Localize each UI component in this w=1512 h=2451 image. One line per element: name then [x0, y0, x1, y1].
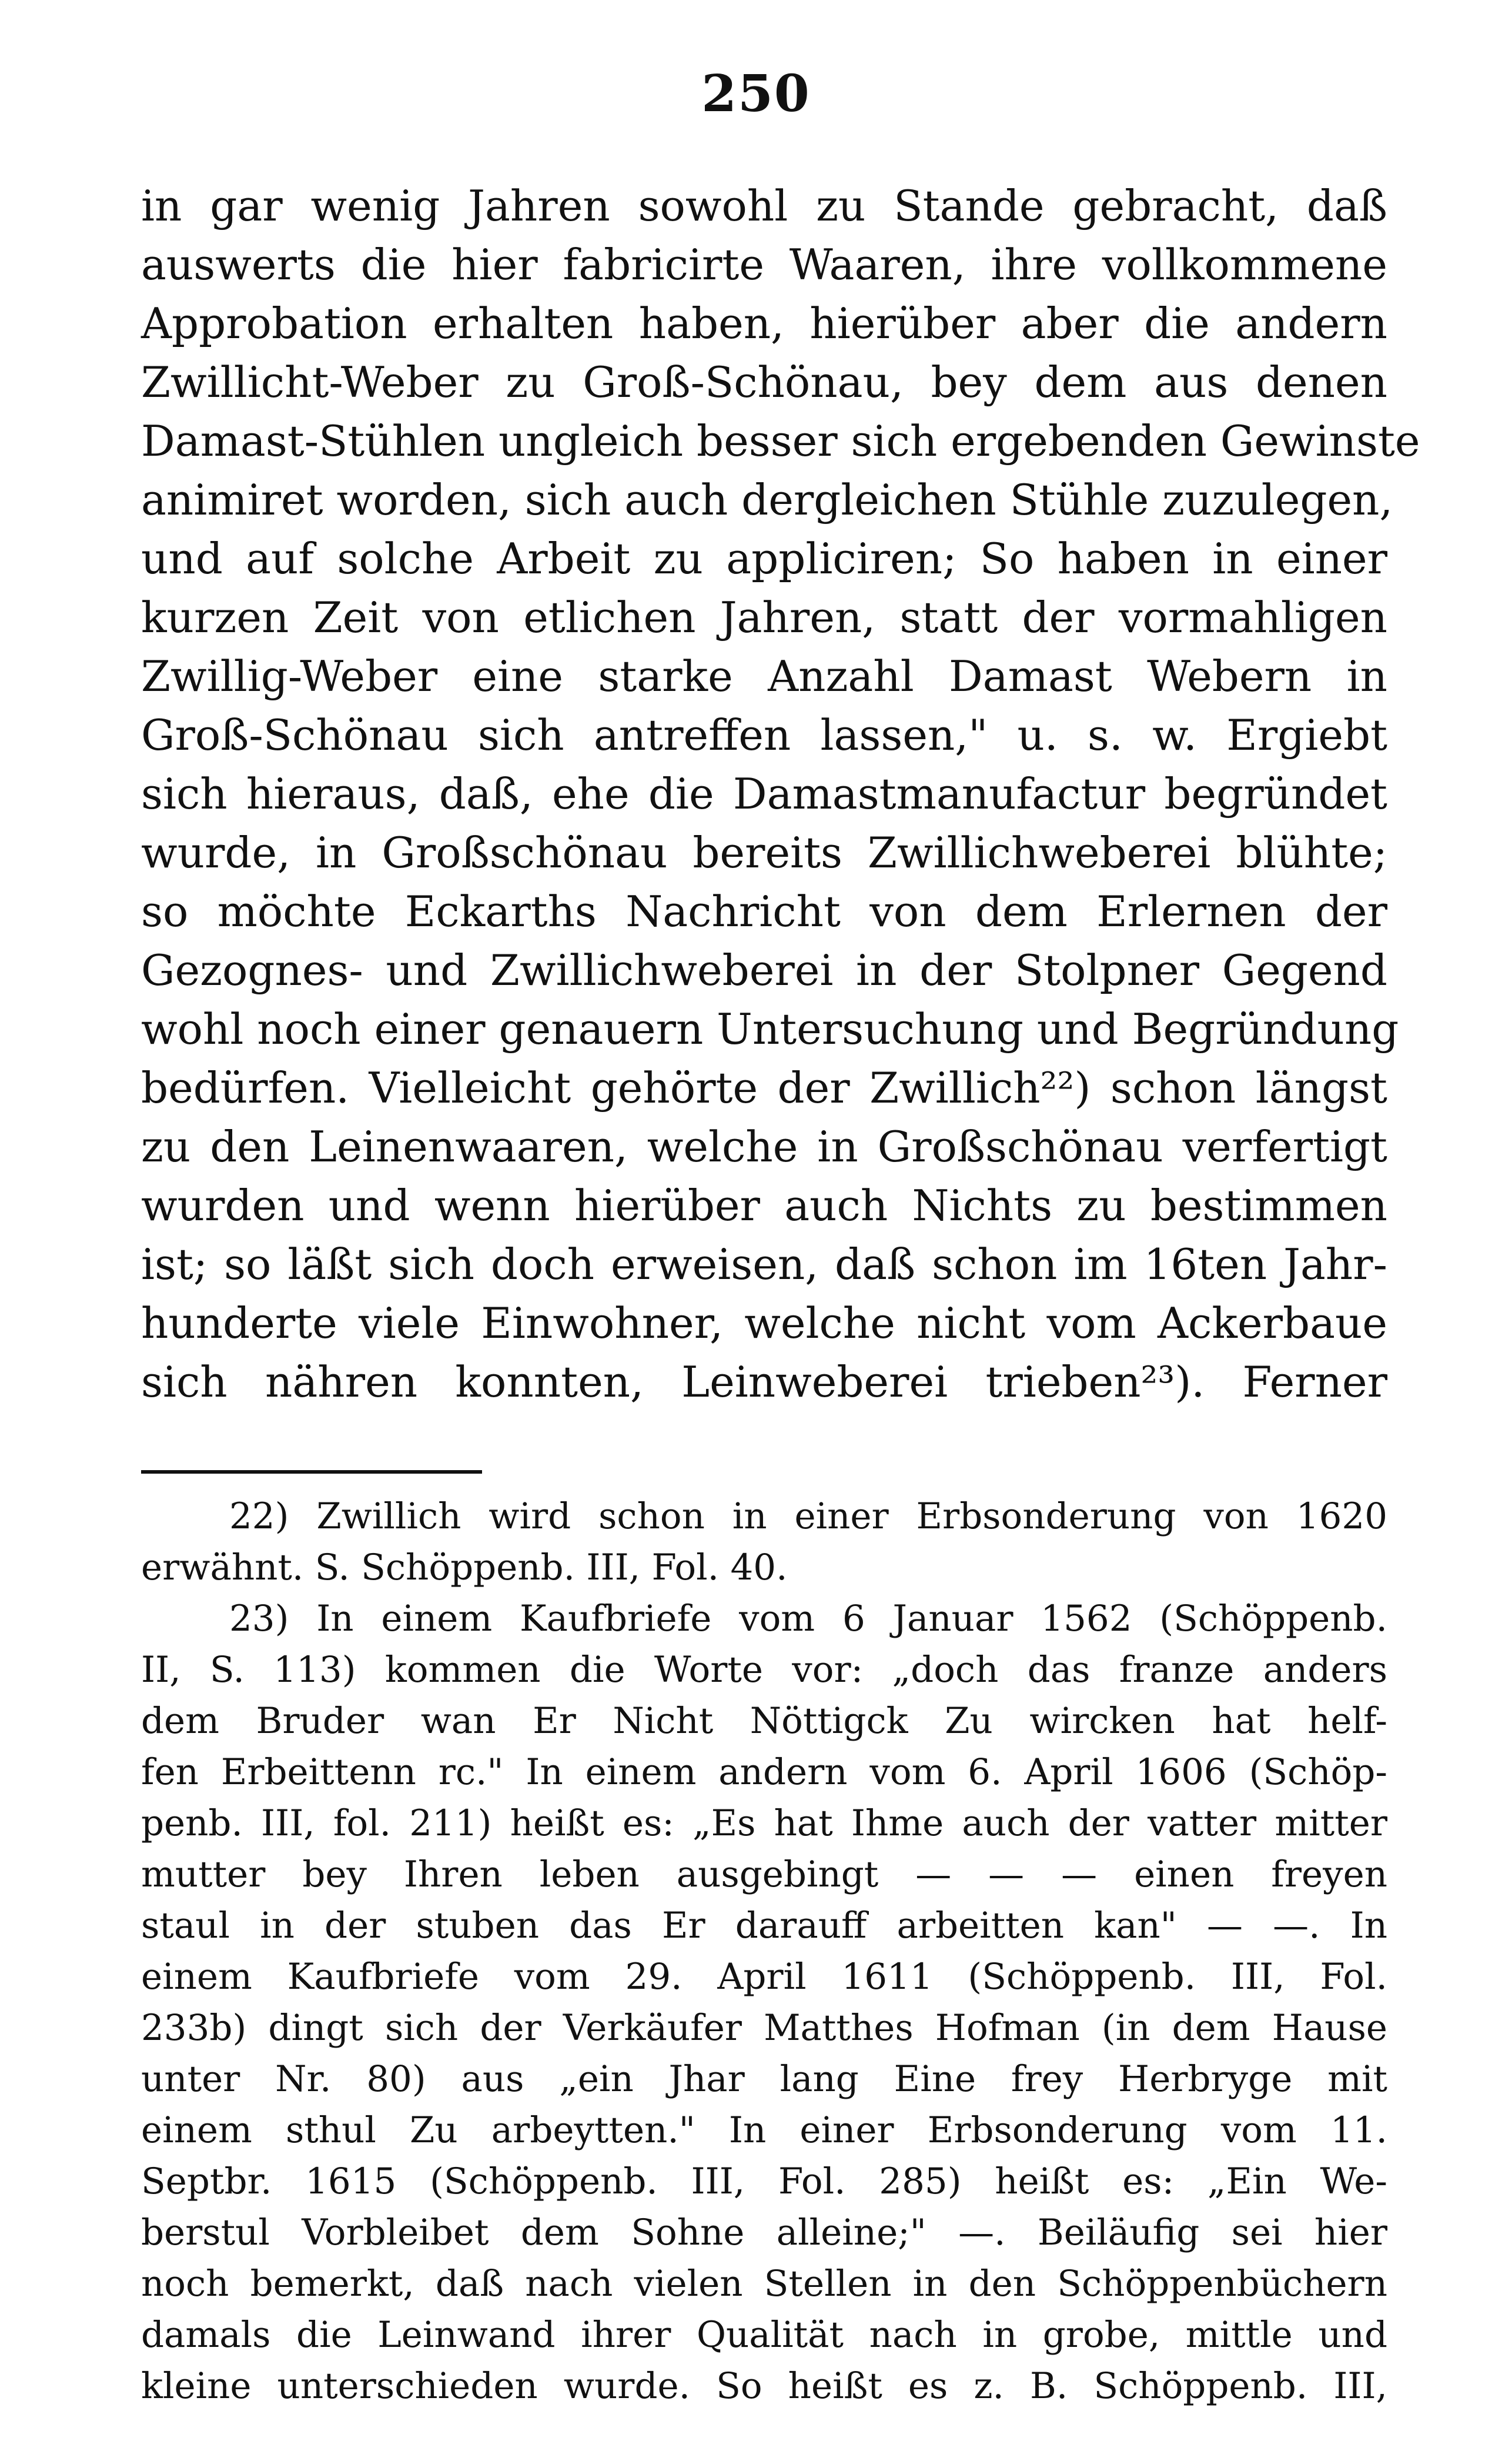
footnote-23-line: einem Kaufbriefe vom 29. April 1611 (Schöppenb. III, Fol. [141, 1956, 1387, 1998]
footnote-23-line: 23) In einem Kaufbriefe vom 6 Januar 1562 (Schöppenb. [229, 1598, 1387, 1639]
footnote-22-line: 22) Zwillich wird schon in einer Erbsonderung von 1620 [229, 1495, 1387, 1537]
body-line: und auf solche Arbeit zu appliciren; So haben in einer [141, 534, 1387, 583]
footnote-23-line: einem sthul Zu arbeytten." In einer Erbsonderung vom 11. [141, 2109, 1387, 2151]
footnote-23-line: unter Nr. 80) aus „ein Jhar lang Eine frey Herbryge mit [141, 2058, 1387, 2100]
body-line: animiret worden, sich auch dergleichen Stühle zuzulegen, [141, 475, 1393, 525]
footnote-23-line: noch bemerkt, daß nach vielen Stellen in den Schöppenbüchern [141, 2263, 1387, 2305]
footnote-23-line: kleine unterschieden wurde. So heißt es z. B. Schöppenb. III, [141, 2365, 1387, 2407]
body-line: bedürfen. Vielleicht gehörte der Zwillich²²) schon längst [141, 1063, 1387, 1113]
footnote-23-line: mutter bey Ihren leben ausgebingt — — — einen freyen [141, 1854, 1387, 1895]
body-line: wohl noch einer genauern Untersuchung und Begründung [141, 1004, 1399, 1054]
footnote-23-line: fen Erbeittenn rc." In einem andern vom 6. April 1606 (Schöp- [141, 1751, 1387, 1793]
footnote-23-line: penb. III, fol. 211) heißt es: „Es hat Ihme auch der vatter mitter [141, 1802, 1387, 1844]
body-line: Damast-Stühlen ungleich besser sich ergebenden Gewinste [141, 416, 1420, 466]
footnote-23-line: berstul Vorbleibet dem Sohne alleine;" —. Beiläufig sei hier [141, 2212, 1387, 2253]
body-line: wurden und wenn hierüber auch Nichts zu bestimmen [141, 1181, 1387, 1230]
body-line: wurde, in Großschönau bereits Zwillichweberei blühte; [141, 828, 1387, 877]
footnote-separator-rule [141, 1470, 482, 1474]
page-number: 250 [701, 64, 811, 123]
footnote-23-line: II, S. 113) kommen die Worte vor: „doch das franze anders [141, 1649, 1387, 1691]
main-body-text [141, 176, 1420, 1411]
body-line: auswerts die hier fabricirte Waaren, ihre vollkommene [141, 240, 1387, 289]
footnote-23-line: 233b) dingt sich der Verkäufer Matthes Hofman (in dem Hause [141, 2007, 1387, 2049]
body-line: Approbation erhalten haben, hierüber aber die andern [141, 299, 1387, 348]
body-line: Gezognes- und Zwillichweberei in der Stolpner Gegend [141, 946, 1387, 995]
footnote-23-line: staul in der stuben das Er darauff arbeitten kan" — —. In [141, 1905, 1387, 1946]
body-line: Groß-Schönau sich antreffen lassen," u. s. w. Ergiebt [141, 710, 1387, 760]
body-line: sich hieraus, daß, ehe die Damastmanufactur begründet [141, 769, 1387, 819]
footnote-23-line: Septbr. 1615 (Schöppenb. III, Fol. 285) heißt es: „Ein We- [141, 2161, 1387, 2202]
body-line: Zwillig-Weber eine starke Anzahl Damast Webern in [141, 652, 1387, 701]
body-line: kurzen Zeit von etlichen Jahren, statt der vormahligen [141, 593, 1387, 642]
footnote-22-line: erwähnt. S. Schöppenb. III, Fol. 40. [141, 1547, 788, 1588]
footnote-23-line: dem Bruder wan Er Nicht Nöttigck Zu wircken hat helf- [141, 1700, 1387, 1742]
body-line: in gar wenig Jahren sowohl zu Stande gebracht, daß [141, 181, 1387, 231]
footnote-23-line: damals die Leinwand ihrer Qualität nach in grobe, mittle und [141, 2314, 1387, 2356]
body-line: ist; so läßt sich doch erweisen, daß schon im 16ten Jahr- [141, 1240, 1387, 1289]
body-line: Zwillicht-Weber zu Groß-Schönau, bey dem aus denen [141, 358, 1387, 407]
body-line: zu den Leinenwaaren, welche in Großschönau verfertigt [141, 1122, 1387, 1171]
body-line: so möchte Eckarths Nachricht von dem Erlernen der [141, 887, 1387, 936]
body-line: sich nähren konnten, Leinweberei trieben²³). Ferner [141, 1357, 1387, 1407]
body-line: hunderte viele Einwohner, welche nicht vom Ackerbaue [141, 1298, 1387, 1348]
footnotes-block [141, 1491, 1387, 2412]
